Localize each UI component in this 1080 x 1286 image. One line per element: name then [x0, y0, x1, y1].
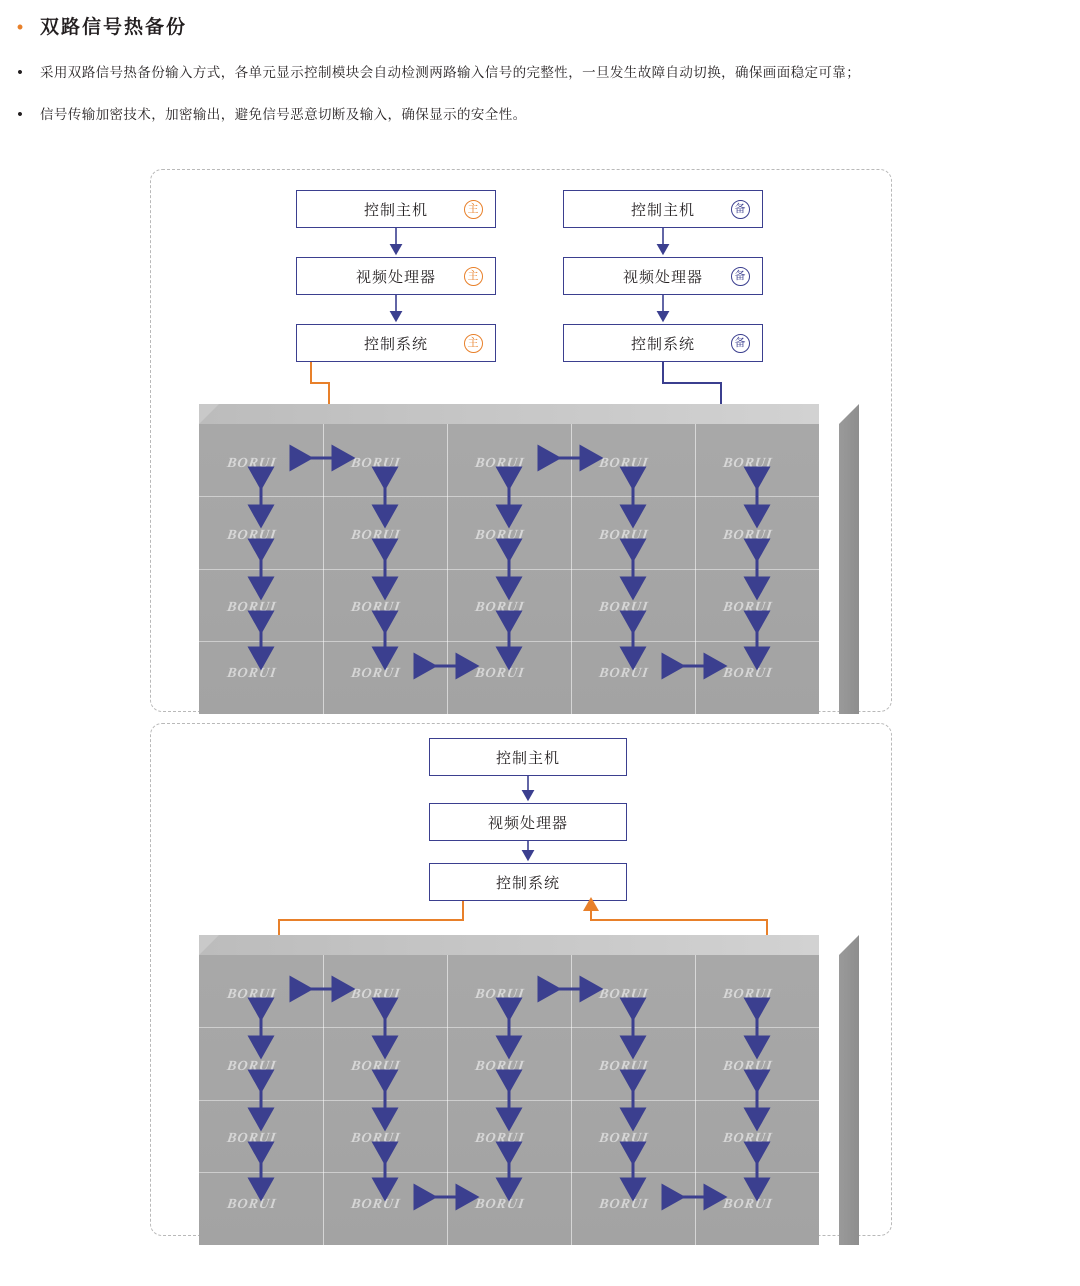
- wall-watermark: BORUI: [350, 1197, 402, 1212]
- wall-watermark: BORUI: [226, 1131, 278, 1146]
- wall-watermark: BORUI: [350, 1059, 402, 1074]
- wall-watermark: BORUI: [722, 987, 774, 1002]
- list-bullet-icon: •: [17, 106, 23, 123]
- wall-watermark: BORUI: [474, 1059, 526, 1074]
- wall-watermark: BORUI: [350, 600, 402, 615]
- list-bullet-icon: •: [17, 64, 23, 81]
- wall-watermark: BORUI: [474, 456, 526, 471]
- node-backup-video-processor: 视频处理器 备: [563, 257, 763, 295]
- wall-watermark: BORUI: [350, 987, 402, 1002]
- badge-backup: 备: [731, 200, 750, 219]
- badge-primary: 主: [464, 267, 483, 286]
- wall-watermark: BORUI: [598, 666, 650, 681]
- page-title: 双路信号热备份: [40, 17, 188, 38]
- wall-watermark: BORUI: [598, 1131, 650, 1146]
- node-primary-control-system: 控制系统 主: [296, 324, 496, 362]
- wall-watermark: BORUI: [474, 666, 526, 681]
- section-heading-row: [0, 12, 1080, 39]
- wall-watermark: BORUI: [598, 456, 650, 471]
- badge-backup: 备: [731, 334, 750, 353]
- video-wall-bottom: [199, 935, 839, 1247]
- wall-watermark: BORUI: [722, 528, 774, 543]
- node-single-video-processor: 视频处理器: [429, 803, 627, 841]
- wall-watermark: BORUI: [722, 600, 774, 615]
- node-backup-control-host: 控制主机 备: [563, 190, 763, 228]
- wall-watermark: BORUI: [722, 666, 774, 681]
- wall-watermark: BORUI: [226, 456, 278, 471]
- bullet-row-1: [0, 61, 1080, 81]
- wall-grid: [199, 955, 819, 1245]
- wall-watermark: BORUI: [598, 600, 650, 615]
- wall-grid: [199, 424, 819, 714]
- wall-right-face: [839, 404, 859, 714]
- wall-watermark: BORUI: [226, 600, 278, 615]
- wall-watermark: BORUI: [722, 1197, 774, 1212]
- bullet-row-2: [0, 103, 1080, 123]
- wall-watermark: BORUI: [474, 528, 526, 543]
- wall-watermark: BORUI: [474, 600, 526, 615]
- wall-watermark: BORUI: [350, 666, 402, 681]
- bullet-text-1: 采用双路信号热备份输入方式，各单元显示控制模块会自动检测两路输入信号的完整性，一旦发生故障自动切换，确保画面稳定可靠；: [40, 65, 861, 80]
- wall-top-face: [199, 935, 819, 955]
- wall-watermark: BORUI: [598, 528, 650, 543]
- wall-watermark: BORUI: [226, 528, 278, 543]
- badge-primary: 主: [464, 200, 483, 219]
- wall-watermark: BORUI: [226, 987, 278, 1002]
- wall-top-face: [199, 404, 819, 424]
- node-primary-control-host: 控制主机 主: [296, 190, 496, 228]
- wall-watermark: BORUI: [226, 666, 278, 681]
- wall-watermark: BORUI: [350, 456, 402, 471]
- video-wall-top: [199, 404, 839, 716]
- wall-watermark: BORUI: [350, 528, 402, 543]
- wall-watermark: BORUI: [598, 987, 650, 1002]
- intro-text-block: [0, 0, 1080, 123]
- heading-bullet-icon: •: [16, 17, 24, 37]
- wall-watermark: BORUI: [350, 1131, 402, 1146]
- node-single-control-host: 控制主机: [429, 738, 627, 776]
- wall-watermark: BORUI: [722, 456, 774, 471]
- diagram-panel-single-signal: [150, 723, 892, 1236]
- wall-watermark: BORUI: [474, 987, 526, 1002]
- wall-watermark: BORUI: [722, 1059, 774, 1074]
- wall-right-face: [839, 935, 859, 1245]
- node-single-control-system: 控制系统: [429, 863, 627, 901]
- wall-watermark: BORUI: [598, 1197, 650, 1212]
- diagram-panel-dual-signal: [150, 169, 892, 712]
- wall-watermark: BORUI: [226, 1059, 278, 1074]
- wall-watermark: BORUI: [226, 1197, 278, 1212]
- node-primary-video-processor: 视频处理器 主: [296, 257, 496, 295]
- badge-primary: 主: [464, 334, 483, 353]
- wall-watermark: BORUI: [598, 1059, 650, 1074]
- bullet-text-2: 信号传输加密技术，加密输出，避免信号恶意切断及输入，确保显示的安全性。: [40, 107, 527, 122]
- node-backup-control-system: 控制系统 备: [563, 324, 763, 362]
- wall-watermark: BORUI: [474, 1197, 526, 1212]
- wall-watermark: BORUI: [474, 1131, 526, 1146]
- badge-backup: 备: [731, 267, 750, 286]
- wall-watermark: BORUI: [722, 1131, 774, 1146]
